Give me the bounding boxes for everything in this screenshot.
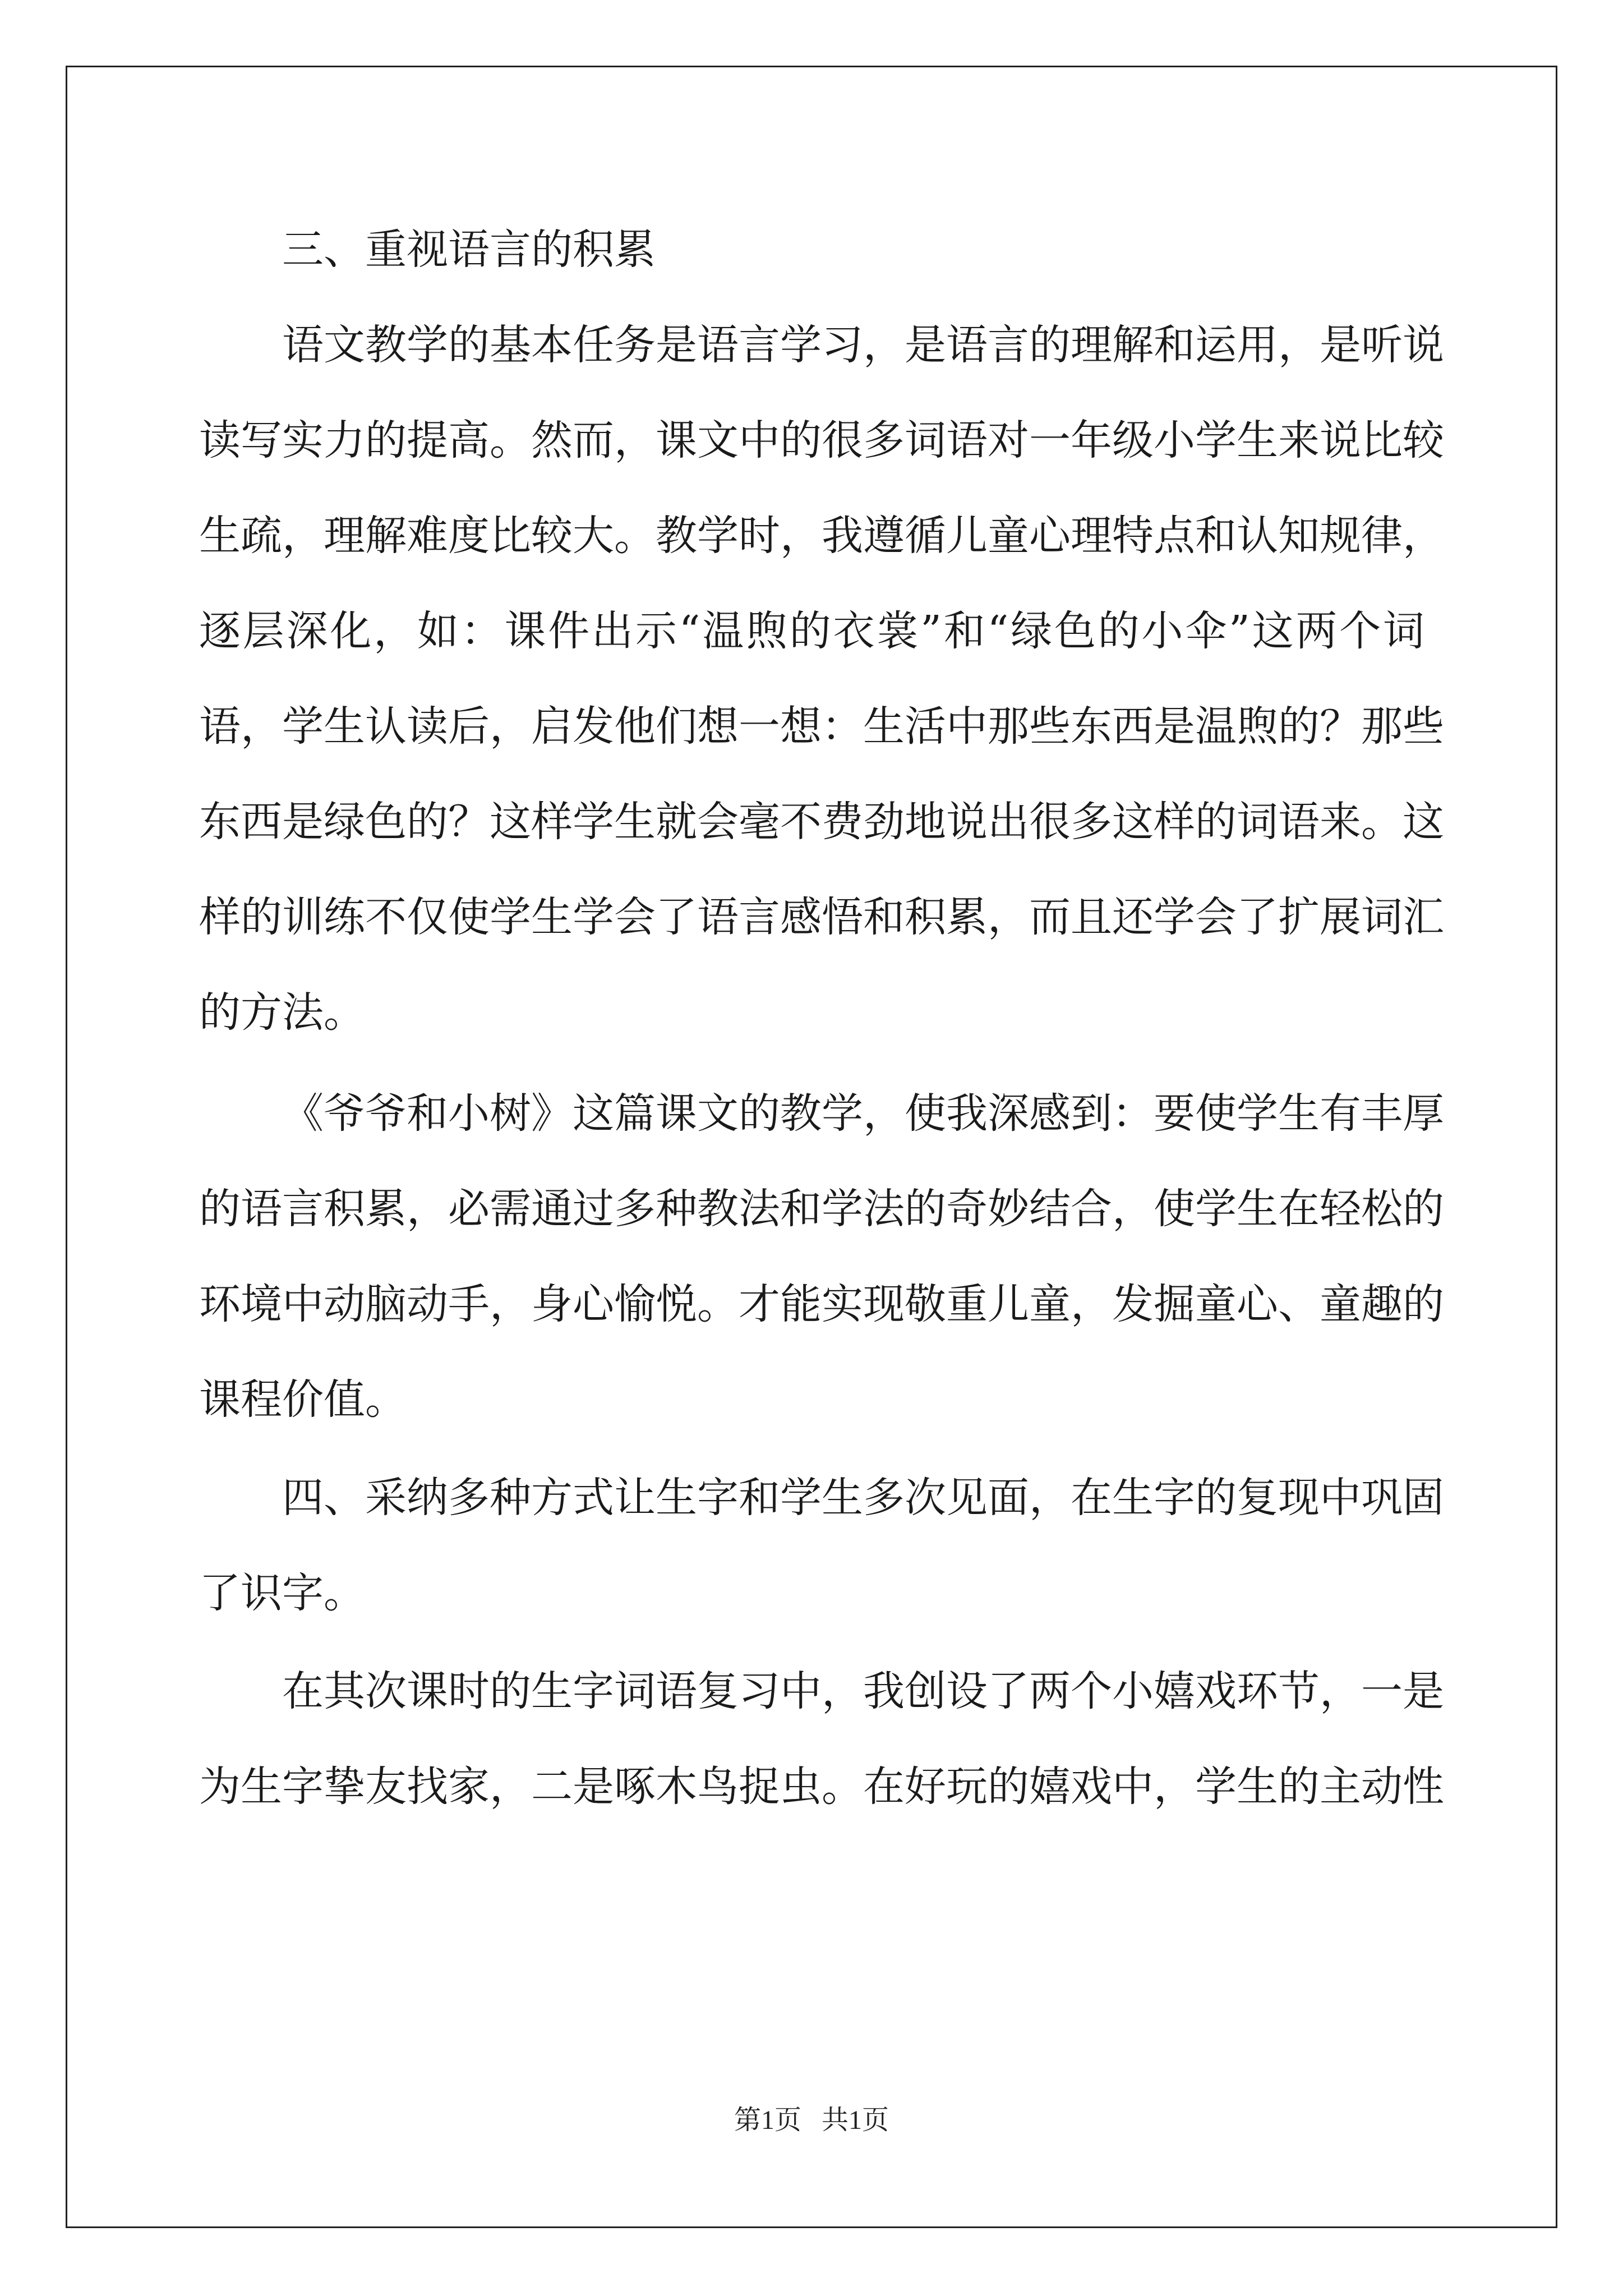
paragraph-line: 的语言积累，必需通过多种教法和学法的奇妙结合，使学生在轻松的 — [199, 1185, 1444, 1233]
paragraph-line: 课程价值。 — [199, 1375, 407, 1424]
paragraph-line: 样的训练不仅使学生学会了语言感悟和积累，而且还学会了扩展词汇 — [199, 893, 1444, 941]
paragraph-line: 的方法。 — [199, 988, 365, 1037]
paragraph-line: 逐层深化，如：课件出示“温煦的衣裳”和“绿色的小伞”这两个词 — [199, 607, 1424, 655]
paragraph-line: 了识字。 — [199, 1569, 365, 1617]
paragraph-line: 在其次课时的生字词语复习中，我创设了两个小嬉戏环节，一是 — [282, 1667, 1444, 1715]
page-footer — [0, 2101, 1623, 2140]
paragraph-line: 语，学生认读后，启发他们想一想：生活中那些东西是温煦的？那些 — [199, 702, 1444, 751]
section-heading-3: 三、重视语言的积累 — [282, 226, 656, 274]
paragraph-line: 环境中动脑动手，身心愉悦。才能实现敬重儿童，发掘童心、童趣的 — [199, 1280, 1444, 1328]
paragraph-line: 生疏，理解难度比较大。教学时，我遵循儿童心理特点和认知规律， — [199, 512, 1444, 560]
paragraph-line: 《爷爷和小树》这篇课文的教学，使我深感到：要使学生有丰厚 — [282, 1089, 1444, 1138]
paragraph-line: 语文教学的基本任务是语言学习，是语言的理解和运用，是听说 — [282, 321, 1444, 369]
paragraph-line: 东西是绿色的？这样学生就会毫不费劲地说出很多这样的词语来。这 — [199, 798, 1444, 846]
paragraph-line: 读写实力的提高。然而，课文中的很多词语对一年级小学生来说比较 — [199, 416, 1444, 464]
paragraph-line: 为生字挚友找家，二是啄木鸟捉虫。在好玩的嬉戏中，学生的主动性 — [199, 1763, 1444, 1811]
page-total: 共1页 — [822, 2105, 889, 2135]
section-heading-4: 四、采纳多种方式让生字和学生多次见面，在生字的复现中巩固 — [282, 1474, 1444, 1522]
page-number: 第1页 — [734, 2105, 801, 2135]
